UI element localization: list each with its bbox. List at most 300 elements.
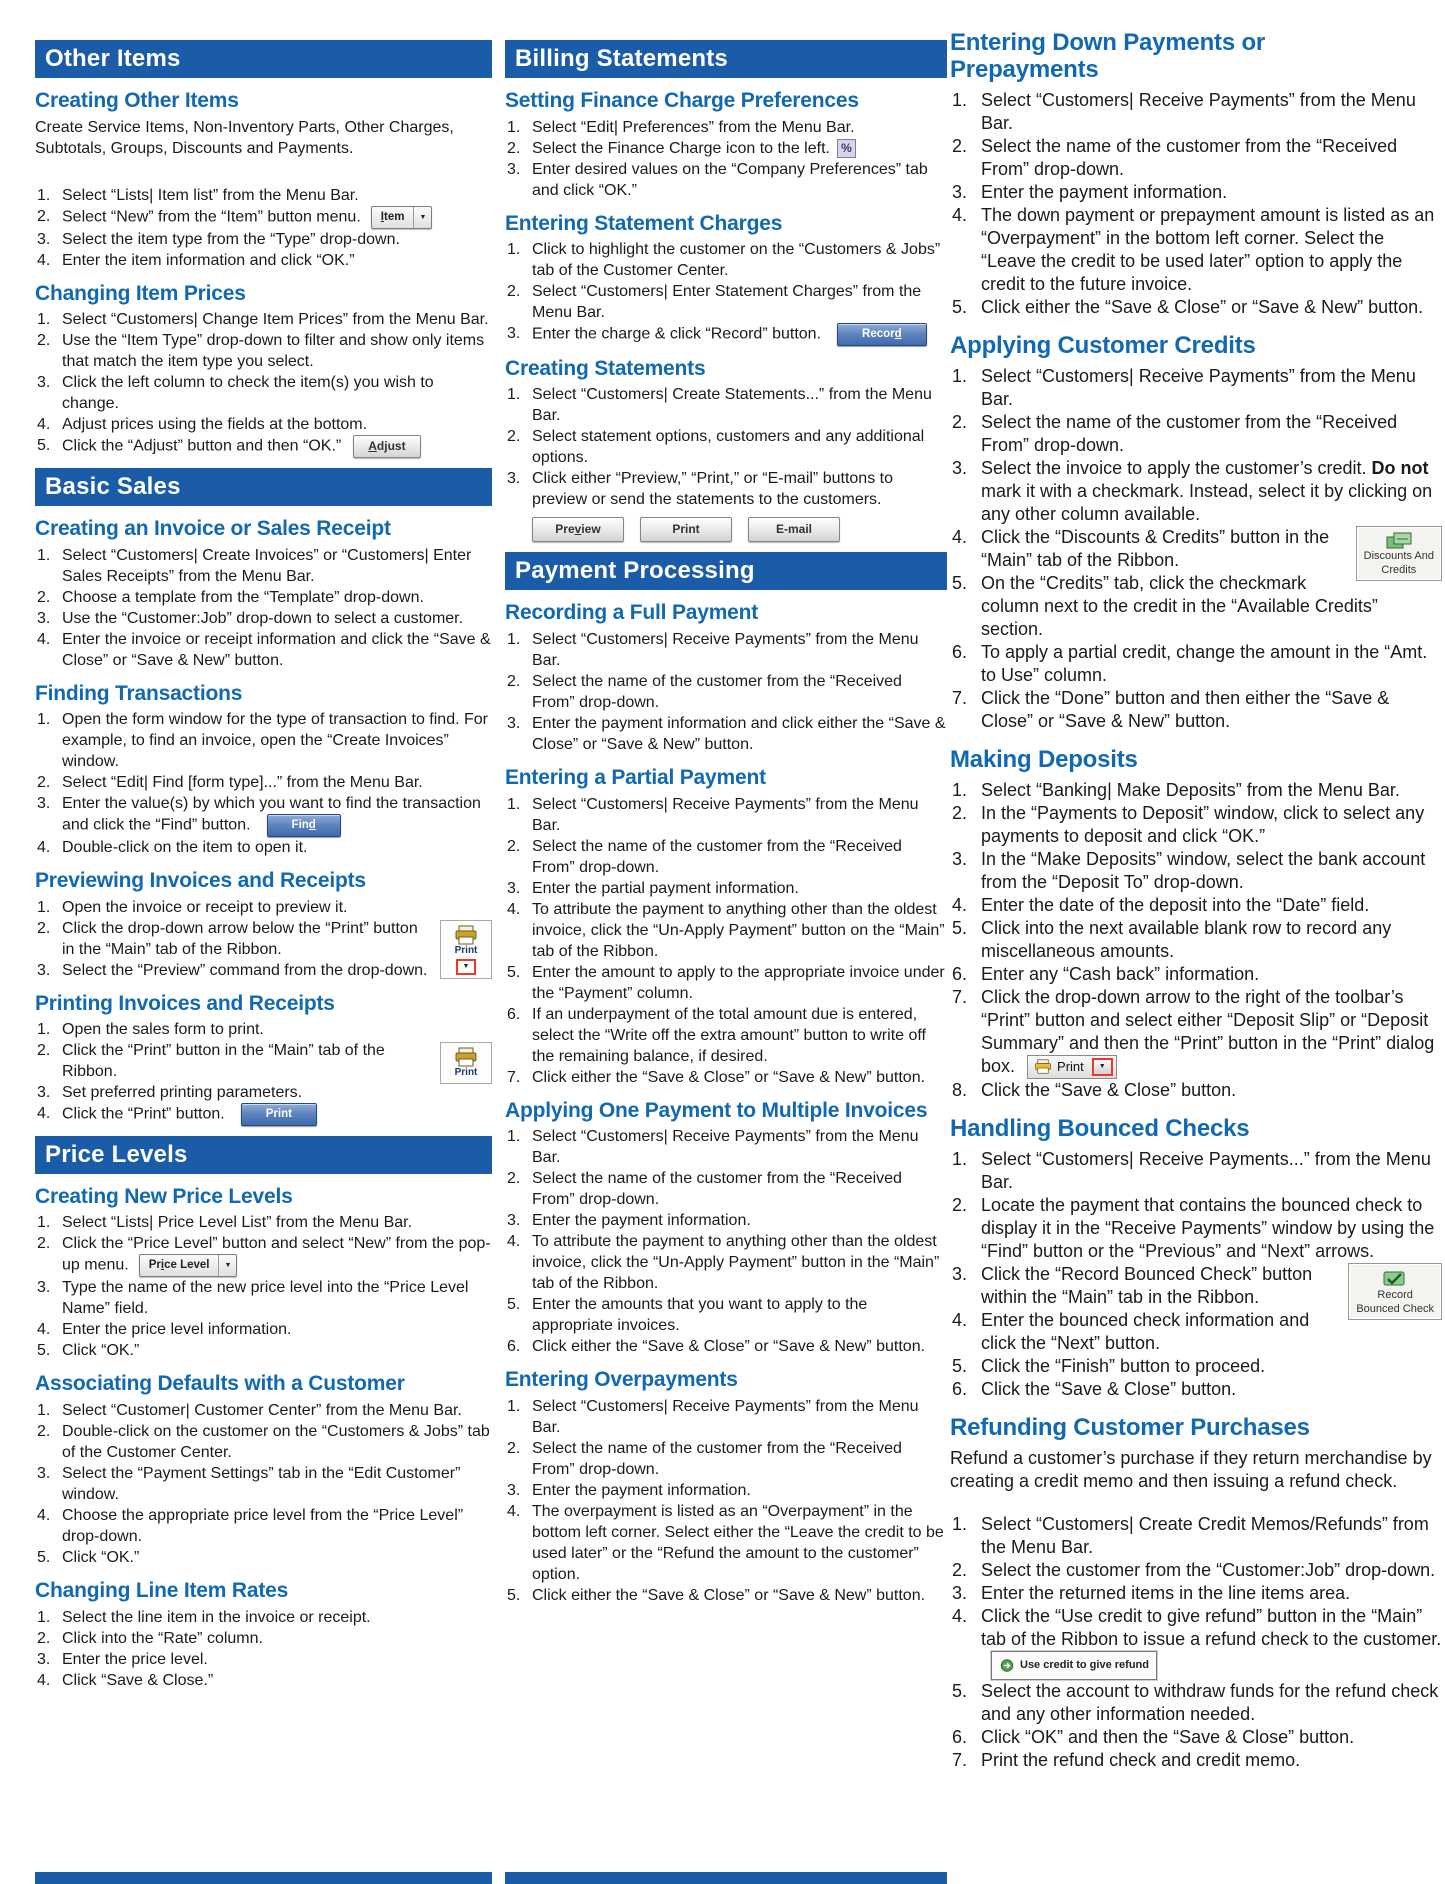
spacer — [35, 161, 492, 185]
dropdown-arrow-icon: ▼ — [218, 1255, 236, 1276]
step-number: 4. — [37, 1671, 51, 1689]
step-number: 1. — [952, 365, 968, 386]
step-list — [950, 89, 1442, 319]
column-right — [950, 30, 1442, 1772]
step-text: Click either the “Save & Close” or “Save & New” button. — [532, 1068, 926, 1086]
step-item — [505, 1168, 947, 1210]
step-text: Enter the payment information. — [981, 181, 1228, 202]
step-number: 3. — [507, 325, 521, 343]
subsection-heading: Previewing Invoices and Receipts — [35, 869, 366, 892]
find-button[interactable]: Find — [267, 814, 341, 837]
price-level-menu-button[interactable] — [139, 1254, 238, 1277]
subsection-heading: Changing Line Item Rates — [35, 1579, 289, 1602]
step-number: 5. — [37, 1342, 51, 1360]
section-header-bar: Billing Statements — [505, 40, 947, 78]
step-text: Click into the next available blank row to record any miscellaneous amounts. — [981, 917, 1392, 961]
step-number: 5. — [37, 1549, 51, 1566]
step-item — [505, 159, 947, 201]
button-label: Use credit to give refund — [1020, 1658, 1149, 1671]
printer-icon — [1034, 1059, 1052, 1074]
step-item — [950, 572, 1442, 641]
step-number: 6. — [952, 641, 968, 662]
step-number: 3. — [952, 1582, 968, 1603]
step-item — [950, 963, 1442, 986]
step-item — [35, 1607, 492, 1628]
step-text: Double-click on the customer on the “Customers & Jobs” tab of the Customer Center. — [62, 1423, 490, 1461]
step-text: Click to highlight the customer on the “Customers & Jobs” tab of the Customer Center. — [532, 241, 941, 280]
discount-icon — [1386, 532, 1412, 549]
subsection-heading: Refunding Customer Purchases — [950, 1413, 1310, 1441]
printer-icon — [454, 925, 478, 945]
step-number: 6. — [952, 1726, 968, 1747]
subsection-heading: Changing Item Prices — [35, 281, 246, 305]
subsection-heading: Entering Statement Charges — [505, 211, 783, 235]
step-number: 1. — [952, 779, 968, 800]
step-item — [35, 414, 492, 435]
step-item — [505, 713, 947, 755]
step-number: 3. — [37, 230, 51, 248]
step-text: Click the “Save & Close” button. — [981, 1378, 1237, 1399]
step-item — [505, 878, 947, 899]
step-number: 1. — [952, 1513, 968, 1534]
step-number: 3. — [507, 1212, 521, 1230]
dropdown-arrow-icon[interactable]: ▼ — [1092, 1058, 1113, 1076]
step-number: 4. — [37, 416, 51, 434]
step-list — [35, 1212, 492, 1361]
step-text: Select “Lists| Item list” from the Menu Bar. — [62, 186, 359, 204]
step-item — [35, 250, 492, 271]
step-text: Enter the bounced check information and click the “Next” button. — [981, 1309, 1310, 1353]
step-item — [505, 384, 947, 426]
step-text: Click the “Use credit to give refund” button in the “Main” tab of the Ribbon to issue a refund check to the customer. — [981, 1605, 1442, 1649]
step-number: 3. — [37, 1465, 51, 1482]
step-item — [35, 629, 492, 671]
section-header-bar: Payment Processing — [505, 552, 947, 590]
step-number: 5. — [952, 572, 968, 593]
step-item — [505, 468, 947, 510]
step-number: 2. — [507, 1439, 521, 1457]
step-item — [950, 986, 1442, 1079]
step-text: Select “Customers| Enter Statement Charges” from the Menu Bar. — [532, 283, 922, 322]
step-text: Select the “Payment Settings” tab in the “Edit Customer” window. — [62, 1465, 461, 1503]
step-text: Click either the “Save & Close” or “Save & New” button. — [532, 1586, 926, 1604]
step-item — [950, 1513, 1442, 1559]
step-item — [35, 772, 492, 793]
step-number: 4. — [37, 1507, 51, 1524]
step-number: 2. — [37, 1042, 51, 1060]
step-number: 3. — [507, 879, 521, 897]
step-number: 2. — [952, 802, 968, 823]
step-number: 2. — [507, 673, 521, 690]
button-label-line2: Credits — [1381, 563, 1417, 576]
step-text: Enter the amount to apply to the appropriate invoice under the “Payment” column. — [532, 963, 945, 1002]
step-item — [950, 411, 1442, 457]
step-number: 4. — [507, 900, 521, 918]
step-item — [35, 960, 492, 981]
step-item — [950, 802, 1442, 848]
step-item — [35, 1233, 492, 1277]
step-text: Select “Customers| Create Credit Memos/Refunds” from the Menu Bar. — [981, 1513, 1429, 1557]
step-number: 4. — [952, 204, 968, 225]
step-text: Click “OK.” — [62, 1342, 140, 1360]
step-text: Enter the amounts that you want to apply to the appropriate invoices. — [532, 1296, 868, 1335]
step-text: Set preferred printing parameters. — [62, 1084, 303, 1102]
step-item — [950, 365, 1442, 411]
step-text: On the “Credits” tab, click the checkmark column next to the credit in the “Available Credits” section. — [981, 572, 1378, 639]
step-item — [35, 709, 492, 772]
finance-charge-icon[interactable]: % — [837, 139, 856, 158]
step-item — [505, 899, 947, 962]
step-number: 5. — [507, 963, 521, 981]
step-text: Select the name of the customer from the “Received From” drop-down. — [981, 411, 1398, 455]
printer-icon — [454, 1047, 478, 1067]
step-text: Click the “Print” button. — [62, 1105, 225, 1123]
step-item — [505, 1067, 947, 1088]
step-number: 3. — [507, 715, 521, 732]
step-item — [505, 1396, 947, 1438]
print-grey-button[interactable]: Print — [640, 517, 732, 542]
step-number: 4. — [952, 894, 968, 915]
buttons-row — [532, 517, 947, 542]
step-number: 1. — [37, 186, 51, 204]
step-number: 2. — [37, 919, 51, 937]
step-list — [950, 1148, 1442, 1401]
subsection-heading: Setting Finance Charge Preferences — [505, 89, 859, 112]
step-text: Enter the returned items in the line items area. — [981, 1582, 1351, 1603]
step-text: Select the name of the customer from the “Received From” drop-down. — [532, 673, 902, 711]
step-item — [505, 1231, 947, 1294]
step-text: Select “Customers| Receive Payments” from the Menu Bar. — [532, 1397, 919, 1436]
step-text: Select “Customers| Create Statements...” from the Menu Bar. — [532, 386, 932, 425]
step-list — [505, 794, 947, 1088]
step-text: Click the drop-down arrow to the right of the toolbar’s “Print” button and select either “Deposit Slip” or “Deposit Summary” and then the “Print” button in the “Print” dialog box. — [981, 986, 1435, 1076]
step-text: Select the account to withdraw funds for the refund check and any other information needed. — [981, 1680, 1439, 1724]
step-text: The overpayment is listed as an “Overpayment” in the bottom left corner. Select either the “Leave the credit to be used later” or the “Refund the amount to the customer” option. — [532, 1502, 944, 1583]
step-number: 3. — [37, 961, 51, 979]
step-number: 5. — [507, 1296, 521, 1314]
step-text: Select the item type from the “Type” drop-down. — [62, 230, 400, 248]
step-number: 1. — [507, 1397, 521, 1415]
step-number: 5. — [37, 437, 51, 455]
step-number: 3. — [952, 848, 968, 869]
step-text: Select statement options, customers and any additional options. — [532, 428, 925, 467]
step-item — [35, 229, 492, 250]
subsection-heading: Handling Bounced Checks — [950, 1114, 1250, 1142]
step-text: Click the “Discounts & Credits” button in the “Main” tab of the Ribbon. — [981, 526, 1330, 570]
step-item — [950, 1079, 1442, 1102]
step-text: If an underpayment of the total amount due is entered, select the “Write off the extra amount” button to write off the remaining balance, if desired. — [532, 1005, 926, 1065]
step-number: 2. — [952, 1559, 968, 1580]
step-item — [950, 1559, 1442, 1582]
section-header-bar: Other Items — [35, 40, 492, 78]
subsection-heading: Entering a Partial Payment — [505, 766, 766, 789]
item-menu-button[interactable] — [371, 206, 433, 229]
subsection-heading: Making Deposits — [950, 745, 1138, 773]
step-text: Select “Lists| Price Level List” from the Menu Bar. — [62, 1214, 413, 1232]
step-list — [35, 709, 492, 858]
step-item — [35, 1649, 492, 1670]
step-text: Click the “Price Level” button and select “New” from the pop-up menu. — [62, 1235, 491, 1275]
step-number: 7. — [952, 986, 968, 1007]
step-item — [950, 1263, 1442, 1315]
dropdown-arrow-icon[interactable]: ▼ — [456, 959, 477, 975]
step-text: Select “Customer| Customer Center” from the Menu Bar. — [62, 1402, 462, 1419]
step-text: Enter the price level. — [62, 1650, 208, 1668]
step-number: 4. — [37, 630, 51, 648]
step-list — [505, 384, 947, 510]
step-item — [35, 1103, 492, 1126]
subsection-heading: Creating New Price Levels — [35, 1184, 293, 1208]
step-number: 3. — [37, 1650, 51, 1668]
step-number: 2. — [952, 135, 968, 156]
step-item — [35, 1040, 492, 1082]
step-item — [505, 1501, 947, 1585]
subsection-heading: Printing Invoices and Receipts — [35, 991, 335, 1015]
step-item — [505, 426, 947, 468]
step-number: 3. — [952, 181, 968, 202]
step-item — [950, 1378, 1442, 1401]
step-text: Select “Customers| Receive Payments...” from the Menu Bar. — [981, 1148, 1431, 1192]
print-icon-label: Print — [454, 944, 478, 956]
step-number: 4. — [952, 1605, 968, 1626]
step-text: Select “Edit| Find [form type]...” from the Menu Bar. — [62, 774, 423, 792]
step-item — [35, 1082, 492, 1103]
step-text: Select “Customers| Receive Payments” from the Menu Bar. — [532, 1128, 919, 1167]
step-number: 3. — [507, 160, 521, 178]
step-item — [505, 239, 947, 281]
spacer — [950, 1495, 1442, 1513]
step-text: Select the name of the customer from the “Received From” drop-down. — [981, 135, 1398, 179]
cutoff-section-bar — [505, 1872, 947, 1884]
step-item — [505, 1210, 947, 1231]
step-item — [950, 1148, 1442, 1194]
step-text: Select the name of the customer from the “Received From” drop-down. — [532, 1439, 902, 1478]
step-text: Select “Customers| Create Invoices” or “Customers| Enter Sales Receipts” from the Menu Bar. — [62, 546, 472, 585]
step-item — [950, 204, 1442, 296]
subsection-heading: Recording a Full Payment — [505, 601, 759, 625]
subsection-heading: Creating Other Items — [35, 89, 239, 112]
bounced-check-icon — [1383, 1269, 1407, 1288]
step-text: Click the drop-down arrow below the “Print” button in the “Main” tab of the Ribbon. — [62, 919, 418, 958]
step-number: 7. — [952, 1749, 968, 1770]
step-list — [35, 1019, 492, 1126]
step-list — [505, 1396, 947, 1606]
step-text: Select “Customers| Receive Payments” from the Menu Bar. — [981, 365, 1416, 409]
email-button[interactable]: E-mail — [748, 517, 840, 542]
step-item — [35, 372, 492, 414]
step-item — [35, 1670, 492, 1691]
step-text: Enter the payment information. — [532, 1481, 751, 1499]
print-toolbar-button[interactable] — [1027, 1055, 1117, 1079]
menu-button-label: Price Level — [148, 1259, 210, 1272]
step-text: To attribute the payment to anything other than the oldest invoice, click the “Un-Apply Payment” button on the “Main” tab of the Ribbon. — [532, 900, 945, 960]
step-item — [950, 848, 1442, 894]
step-number: 1. — [37, 311, 51, 329]
preview-button[interactable]: Preview — [532, 517, 624, 542]
subsection-heading: Entering Down Payments or Prepayments — [950, 29, 1266, 83]
step-item — [950, 526, 1442, 576]
step-item — [35, 1505, 492, 1547]
step-item — [505, 962, 947, 1004]
step-number: 5. — [952, 917, 968, 938]
step-number: 1. — [37, 711, 51, 729]
step-text: Enter the date of the deposit into the “Date” field. — [981, 894, 1370, 915]
step-item — [35, 1463, 492, 1505]
button-label-line2: Bounced Check — [1356, 1302, 1434, 1315]
step-number: 2. — [507, 428, 521, 446]
step-number: 2. — [37, 1235, 51, 1253]
step-number: 4. — [952, 1309, 968, 1330]
step-item — [505, 836, 947, 878]
print-ribbon-button[interactable] — [440, 1042, 492, 1084]
step-item — [505, 1336, 947, 1357]
subsection-heading: Creating an Invoice or Sales Receipt — [35, 517, 391, 541]
step-text: Print the refund check and credit memo. — [981, 1749, 1301, 1770]
step-item — [35, 185, 492, 206]
subsection-heading: Creating Statements — [505, 356, 706, 380]
step-list — [35, 185, 492, 271]
step-number: 1. — [37, 1021, 51, 1039]
step-item — [35, 1212, 492, 1233]
print-blue-button[interactable]: Print — [241, 1103, 317, 1126]
step-item — [950, 296, 1442, 319]
step-item — [950, 1749, 1442, 1772]
step-item — [950, 1605, 1442, 1680]
step-item — [35, 545, 492, 587]
adjust-button[interactable]: Adjust — [353, 435, 420, 458]
step-number: 2. — [37, 774, 51, 792]
step-item — [950, 1680, 1442, 1726]
step-text: Click either the “Save & Close” or “Save & New” button. — [981, 296, 1424, 317]
step-text: Adjust prices using the fields at the bottom. — [62, 416, 368, 434]
step-item — [35, 1628, 492, 1649]
step-number: 2. — [952, 1194, 968, 1215]
step-number: 3. — [37, 609, 51, 627]
step-text: Select “Banking| Make Deposits” from the Menu Bar. — [981, 779, 1400, 800]
step-text: Click into the “Rate” column. — [62, 1629, 263, 1647]
step-text: Click the “Print” button in the “Main” tab of the Ribbon. — [62, 1042, 385, 1081]
step-number: 4. — [952, 526, 968, 547]
step-list — [35, 545, 492, 671]
use-credit-to-give-refund-button[interactable] — [991, 1651, 1157, 1680]
step-text: Use the “Customer:Job” drop-down to select a customer. — [62, 609, 464, 627]
intro-paragraph: Refund a customer’s purchase if they return merchandise by creating a credit memo and then issuing a refund check. — [950, 1447, 1432, 1491]
step-list — [505, 239, 947, 346]
step-text: In the “Make Deposits” window, select the bank account from the “Deposit To” drop-down. — [981, 848, 1426, 892]
step-item — [950, 687, 1442, 733]
step-item — [505, 1294, 947, 1336]
step-list — [505, 117, 947, 201]
step-list — [35, 309, 492, 458]
step-text: Click the “Finish” button to proceed. — [981, 1355, 1266, 1376]
step-number: 4. — [37, 251, 51, 269]
step-number: 1. — [507, 795, 521, 813]
step-text: Select the name of the customer from the “Received From” drop-down. — [532, 1170, 902, 1209]
step-number: 1. — [37, 1608, 51, 1626]
step-number: 1. — [37, 898, 51, 916]
step-item — [35, 435, 492, 458]
step-number: 2. — [952, 411, 968, 432]
step-number: 2. — [37, 332, 51, 350]
step-number: 7. — [507, 1068, 521, 1086]
step-number: 2. — [507, 1170, 521, 1188]
step-number: 3. — [507, 470, 521, 488]
step-text: Enter the charge & click “Record” button. — [532, 325, 822, 343]
step-text: Enter the payment information and click either the “Save & Close” or “Save & New” button. — [532, 715, 946, 753]
step-number: 1. — [507, 386, 521, 404]
step-text: Open the invoice or receipt to preview it. — [62, 898, 348, 916]
step-item — [35, 1340, 492, 1361]
step-number: 2. — [37, 207, 51, 225]
step-item — [35, 837, 492, 858]
print-button-label: Print — [1057, 1058, 1084, 1074]
step-item — [35, 1400, 492, 1421]
record-button[interactable]: Record — [837, 323, 927, 346]
step-number: 1. — [37, 1214, 51, 1232]
step-number: 6. — [952, 963, 968, 984]
step-item — [35, 1019, 492, 1040]
step-item — [505, 1438, 947, 1480]
menu-button-label: Item — [380, 210, 405, 223]
step-number: 4. — [37, 1321, 51, 1339]
step-text: Click either “Preview,” “Print,” or “E-mail” buttons to preview or send the statements to the customers. — [532, 470, 893, 509]
step-number: 2. — [37, 1629, 51, 1647]
step-item — [35, 1421, 492, 1463]
print-icon-label: Print — [454, 1067, 478, 1079]
step-item — [950, 779, 1442, 802]
step-list — [505, 629, 947, 755]
step-number: 6. — [952, 1378, 968, 1399]
subsection-heading: Applying One Payment to Multiple Invoices — [505, 1098, 928, 1122]
step-text: Select “Customers| Receive Payments” from the Menu Bar. — [981, 89, 1416, 133]
step-text: Select “New” from the “Item” button menu. — [62, 208, 361, 226]
step-number: 7. — [952, 687, 968, 708]
step-text: Select the “Preview” command from the drop-down. — [62, 961, 428, 979]
step-text: Click “Save & Close.” — [62, 1671, 214, 1689]
step-number: 1. — [952, 1148, 968, 1169]
step-text: Enter the item information and click “OK.” — [62, 251, 355, 269]
step-text: Enter desired values on the “Company Preferences” tab and click “OK.” — [532, 160, 928, 199]
step-list — [505, 1126, 947, 1357]
step-number: 2. — [507, 139, 521, 157]
step-number: 3. — [37, 1279, 51, 1297]
step-number: 4. — [507, 1233, 521, 1251]
step-number: 3. — [952, 1263, 968, 1284]
step-text: The down payment or prepayment amount is listed as an “Overpayment” in the bottom left corner. Select the “Leave the credit to be used later” option to apply the credit to the future invoice. — [981, 204, 1435, 294]
section-header-bar: Basic Sales — [35, 468, 492, 506]
column-left — [35, 40, 492, 1691]
step-text: Type the name of the new price level into the “Price Level Name” field. — [62, 1279, 469, 1318]
step-item — [950, 641, 1442, 687]
step-number: 4. — [37, 839, 51, 856]
step-item — [505, 1480, 947, 1501]
step-text: Select the name of the customer from the “Received From” drop-down. — [532, 837, 902, 876]
button-label-line1: Discounts And — [1363, 549, 1434, 562]
step-number: 8. — [952, 1079, 968, 1100]
step-item — [35, 608, 492, 629]
step-text: Enter the price level information. — [62, 1321, 292, 1339]
step-item — [35, 1319, 492, 1340]
step-number: 1. — [507, 241, 521, 259]
step-item — [950, 457, 1442, 526]
step-number: 1. — [37, 1402, 51, 1419]
step-item — [950, 135, 1442, 181]
step-number: 5. — [952, 1355, 968, 1376]
step-number: 2. — [37, 1423, 51, 1440]
step-text: Click the left column to check the item(s) you wish to change. — [62, 374, 434, 413]
step-text: Choose the appropriate price level from the “Price Level” drop-down. — [62, 1507, 464, 1545]
step-text: Enter the payment information. — [532, 1212, 751, 1230]
